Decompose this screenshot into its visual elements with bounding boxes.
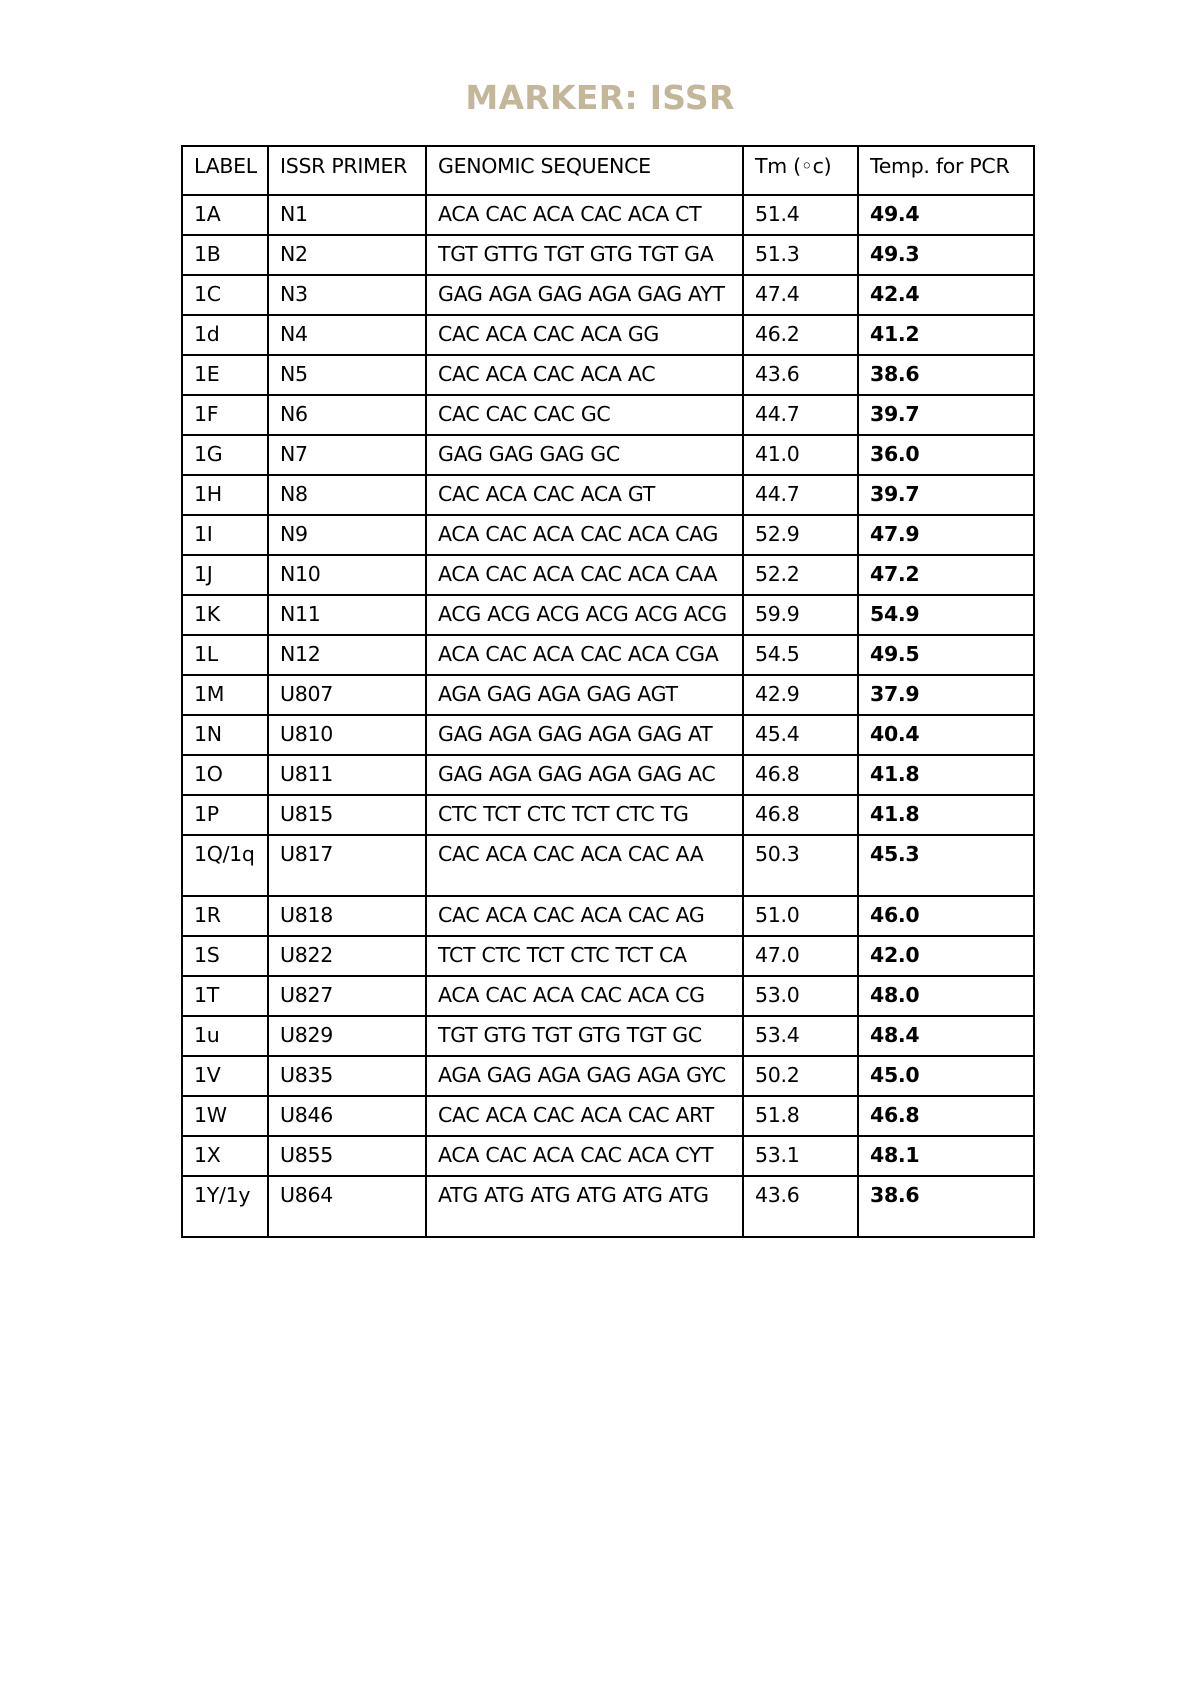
temp-for-pcr-cell: 38.6 [858,1176,1034,1237]
temp-for-pcr-cell: 48.1 [858,1136,1034,1176]
temp-for-pcr-cell: 47.9 [858,515,1034,555]
table-row [182,475,1034,515]
table-row [182,635,1034,675]
genomic-sequence-cell: ACA CAC ACA CAC ACA CG [426,976,743,1016]
genomic-sequence-cell: AGA GAG AGA GAG AGA GYC [426,1056,743,1096]
label-cell: 1G [182,435,268,475]
genomic-sequence-cell: ACA CAC ACA CAC ACA CYT [426,1136,743,1176]
issr-primer-cell: U810 [268,715,426,755]
table-row [182,1056,1034,1096]
issr-primer-cell: N3 [268,275,426,315]
issr-primer-cell: N7 [268,435,426,475]
label-cell: 1C [182,275,268,315]
genomic-sequence-cell: TCT CTC TCT CTC TCT CA [426,936,743,976]
table-row [182,315,1034,355]
genomic-sequence-cell: CAC ACA CAC ACA CAC ART [426,1096,743,1136]
temp-for-pcr-cell: 46.8 [858,1096,1034,1136]
genomic-sequence-cell: ACA CAC ACA CAC ACA CGA [426,635,743,675]
table-row [182,1096,1034,1136]
header-temp-for-pcr: Temp. for PCR [858,146,1034,195]
label-cell: 1L [182,635,268,675]
label-cell: 1H [182,475,268,515]
genomic-sequence-cell: AGA GAG AGA GAG AGT [426,675,743,715]
issr-primer-cell: N12 [268,635,426,675]
issr-primer-cell: U822 [268,936,426,976]
temp-for-pcr-cell: 36.0 [858,435,1034,475]
temp-for-pcr-cell: 49.3 [858,235,1034,275]
tm-cell: 47.4 [743,275,858,315]
issr-primer-table [181,145,1035,1238]
tm-cell: 47.0 [743,936,858,976]
temp-for-pcr-cell: 45.3 [858,835,1034,896]
table-body [182,195,1034,1237]
issr-primer-cell: U807 [268,675,426,715]
genomic-sequence-cell: CAC ACA CAC ACA GG [426,315,743,355]
temp-for-pcr-cell: 48.4 [858,1016,1034,1056]
issr-primer-cell: U815 [268,795,426,835]
tm-cell: 53.0 [743,976,858,1016]
label-cell: 1J [182,555,268,595]
label-cell: 1Y/1y [182,1176,268,1237]
table-row [182,1136,1034,1176]
table-row [182,195,1034,235]
header-genomic-sequence: GENOMIC SEQUENCE [426,146,743,195]
temp-for-pcr-cell: 42.0 [858,936,1034,976]
label-cell: 1O [182,755,268,795]
issr-primer-cell: N4 [268,315,426,355]
issr-primer-cell: U811 [268,755,426,795]
genomic-sequence-cell: GAG AGA GAG AGA GAG AC [426,755,743,795]
table-row [182,555,1034,595]
label-cell: 1F [182,395,268,435]
genomic-sequence-cell: ACA CAC ACA CAC ACA CAG [426,515,743,555]
table-row [182,896,1034,936]
temp-for-pcr-cell: 40.4 [858,715,1034,755]
tm-cell: 43.6 [743,355,858,395]
issr-primer-cell: U829 [268,1016,426,1056]
issr-primer-cell: N10 [268,555,426,595]
tm-cell: 42.9 [743,675,858,715]
table-row [182,275,1034,315]
table-row [182,595,1034,635]
label-cell: 1A [182,195,268,235]
genomic-sequence-cell: ACG ACG ACG ACG ACG ACG [426,595,743,635]
tm-cell: 51.0 [743,896,858,936]
tm-cell: 51.4 [743,195,858,235]
label-cell: 1R [182,896,268,936]
tm-cell: 51.3 [743,235,858,275]
table-row [182,395,1034,435]
table-row [182,1016,1034,1056]
genomic-sequence-cell: ACA CAC ACA CAC ACA CT [426,195,743,235]
table-row [182,435,1034,475]
label-cell: 1Q/1q [182,835,268,896]
tm-cell: 59.9 [743,595,858,635]
table-row [182,235,1034,275]
label-cell: 1d [182,315,268,355]
temp-for-pcr-cell: 39.7 [858,475,1034,515]
temp-for-pcr-cell: 41.8 [858,795,1034,835]
header-issr-primer: ISSR PRIMER [268,146,426,195]
genomic-sequence-cell: TGT GTG TGT GTG TGT GC [426,1016,743,1056]
label-cell: 1X [182,1136,268,1176]
tm-cell: 50.3 [743,835,858,896]
temp-for-pcr-cell: 42.4 [858,275,1034,315]
header-tm: Tm (◦c) [743,146,858,195]
issr-primer-cell: N1 [268,195,426,235]
issr-primer-cell: N8 [268,475,426,515]
genomic-sequence-cell: CAC ACA CAC ACA AC [426,355,743,395]
table-row [182,835,1034,896]
genomic-sequence-cell: GAG AGA GAG AGA GAG AYT [426,275,743,315]
tm-cell: 44.7 [743,395,858,435]
issr-primer-cell: N2 [268,235,426,275]
genomic-sequence-cell: CAC CAC CAC GC [426,395,743,435]
issr-primer-cell: U846 [268,1096,426,1136]
issr-primer-cell: N9 [268,515,426,555]
table-row [182,715,1034,755]
tm-cell: 53.1 [743,1136,858,1176]
table-row [182,515,1034,555]
table-row [182,936,1034,976]
tm-cell: 51.8 [743,1096,858,1136]
tm-cell: 46.2 [743,315,858,355]
table-header-row [182,146,1034,195]
tm-cell: 52.9 [743,515,858,555]
genomic-sequence-cell: TGT GTTG TGT GTG TGT GA [426,235,743,275]
tm-cell: 43.6 [743,1176,858,1237]
genomic-sequence-cell: GAG GAG GAG GC [426,435,743,475]
genomic-sequence-cell: ACA CAC ACA CAC ACA CAA [426,555,743,595]
issr-primer-cell: N11 [268,595,426,635]
header-label: LABEL [182,146,268,195]
table-row [182,795,1034,835]
tm-cell: 50.2 [743,1056,858,1096]
table-row [182,755,1034,795]
genomic-sequence-cell: GAG AGA GAG AGA GAG AT [426,715,743,755]
label-cell: 1u [182,1016,268,1056]
issr-primer-cell: U827 [268,976,426,1016]
label-cell: 1B [182,235,268,275]
temp-for-pcr-cell: 48.0 [858,976,1034,1016]
label-cell: 1K [182,595,268,635]
issr-primer-cell: N5 [268,355,426,395]
temp-for-pcr-cell: 47.2 [858,555,1034,595]
label-cell: 1E [182,355,268,395]
tm-cell: 44.7 [743,475,858,515]
temp-for-pcr-cell: 41.2 [858,315,1034,355]
tm-cell: 46.8 [743,755,858,795]
temp-for-pcr-cell: 39.7 [858,395,1034,435]
label-cell: 1N [182,715,268,755]
tm-cell: 53.4 [743,1016,858,1056]
tm-cell: 54.5 [743,635,858,675]
genomic-sequence-cell: CTC TCT CTC TCT CTC TG [426,795,743,835]
temp-for-pcr-cell: 49.5 [858,635,1034,675]
temp-for-pcr-cell: 41.8 [858,755,1034,795]
label-cell: 1I [182,515,268,555]
genomic-sequence-cell: CAC ACA CAC ACA GT [426,475,743,515]
page-title: MARKER: ISSR [465,78,735,117]
table-row [182,355,1034,395]
table-row [182,976,1034,1016]
issr-primer-cell: U818 [268,896,426,936]
genomic-sequence-cell: CAC ACA CAC ACA CAC AA [426,835,743,896]
tm-cell: 45.4 [743,715,858,755]
tm-cell: 52.2 [743,555,858,595]
label-cell: 1T [182,976,268,1016]
label-cell: 1S [182,936,268,976]
temp-for-pcr-cell: 49.4 [858,195,1034,235]
tm-cell: 46.8 [743,795,858,835]
issr-primer-cell: U817 [268,835,426,896]
issr-primer-cell: N6 [268,395,426,435]
table-row [182,1176,1034,1237]
tm-cell: 41.0 [743,435,858,475]
label-cell: 1M [182,675,268,715]
temp-for-pcr-cell: 37.9 [858,675,1034,715]
temp-for-pcr-cell: 46.0 [858,896,1034,936]
temp-for-pcr-cell: 54.9 [858,595,1034,635]
genomic-sequence-cell: CAC ACA CAC ACA CAC AG [426,896,743,936]
label-cell: 1W [182,1096,268,1136]
table-row [182,675,1034,715]
label-cell: 1P [182,795,268,835]
temp-for-pcr-cell: 45.0 [858,1056,1034,1096]
issr-primer-cell: U835 [268,1056,426,1096]
genomic-sequence-cell: ATG ATG ATG ATG ATG ATG [426,1176,743,1237]
label-cell: 1V [182,1056,268,1096]
issr-primer-cell: U864 [268,1176,426,1237]
temp-for-pcr-cell: 38.6 [858,355,1034,395]
issr-primer-cell: U855 [268,1136,426,1176]
